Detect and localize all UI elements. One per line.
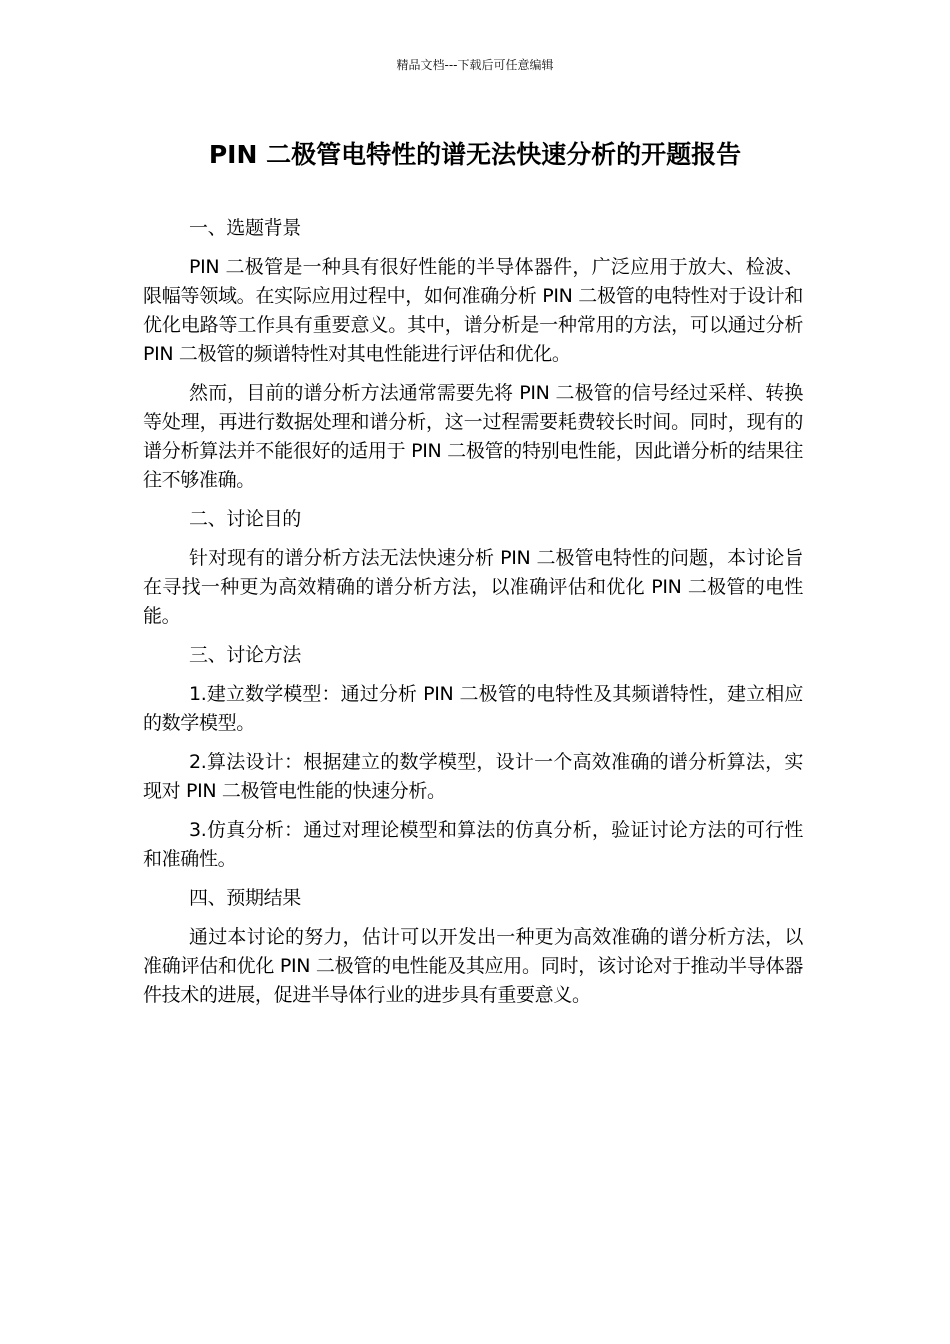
paragraph-method-2: 2.算法设计：根据建立的数学模型，设计一个高效准确的谱分析算法，实现对 PIN 二极管电性能的快速分析。	[143, 751, 803, 802]
paragraph-background-1: PIN 二极管是一种具有很好性能的半导体器件，广泛应用于放大、检波、限幅等领域。在实际应用过程中，如何准确分析 PIN 二极管的电特性对于设计和优化电路等工作具有重要意义。其中，谱分析是一种常用的方法，可以通过分析 PIN 二极管的频谱特性对其电性能进行评估和优化。	[143, 256, 803, 365]
section-heading-purpose: 二、讨论目的	[189, 508, 301, 530]
document-body	[143, 214, 803, 1020]
paragraph-method-3: 3.仿真分析：通过对理论模型和算法的仿真分析，验证讨论方法的可行性和准确性。	[143, 819, 803, 870]
paragraph-purpose-1: 针对现有的谱分析方法无法快速分析 PIN 二极管电特性的问题，本讨论旨在寻找一种更为高效精确的谱分析方法，以准确评估和优化 PIN 二极管的电性能。	[143, 547, 803, 627]
paragraph-expected-results-1: 通过本讨论的努力，估计可以开发出一种更为高效准确的谱分析方法，以准确评估和优化 PIN 二极管的电性能及其应用。同时，该讨论对于推动半导体器件技术的进展，促进半导体行业的进步具有重要意义。	[143, 926, 803, 1006]
document-title: PIN 二极管电特性的谱无法快速分析的开题报告	[208, 140, 742, 169]
page-header-note: 精品文档---下载后可任意编辑	[396, 58, 554, 72]
section-heading-background: 一、选题背景	[189, 217, 301, 239]
section-heading-expected-results: 四、预期结果	[189, 887, 301, 909]
section-heading-method: 三、讨论方法	[189, 644, 301, 666]
paragraph-background-2: 然而，目前的谱分析方法通常需要先将 PIN 二极管的信号经过采样、转换等处理，再进行数据处理和谱分析，这一过程需要耗费较长时间。同时，现有的谱分析算法并不能很好的适用于 PIN 二极管的特别电性能，因此谱分析的结果往往不够准确。	[143, 382, 803, 491]
paragraph-method-1: 1.建立数学模型：通过分析 PIN 二极管的电特性及其频谱特性，建立相应的数学模型。	[143, 683, 803, 734]
